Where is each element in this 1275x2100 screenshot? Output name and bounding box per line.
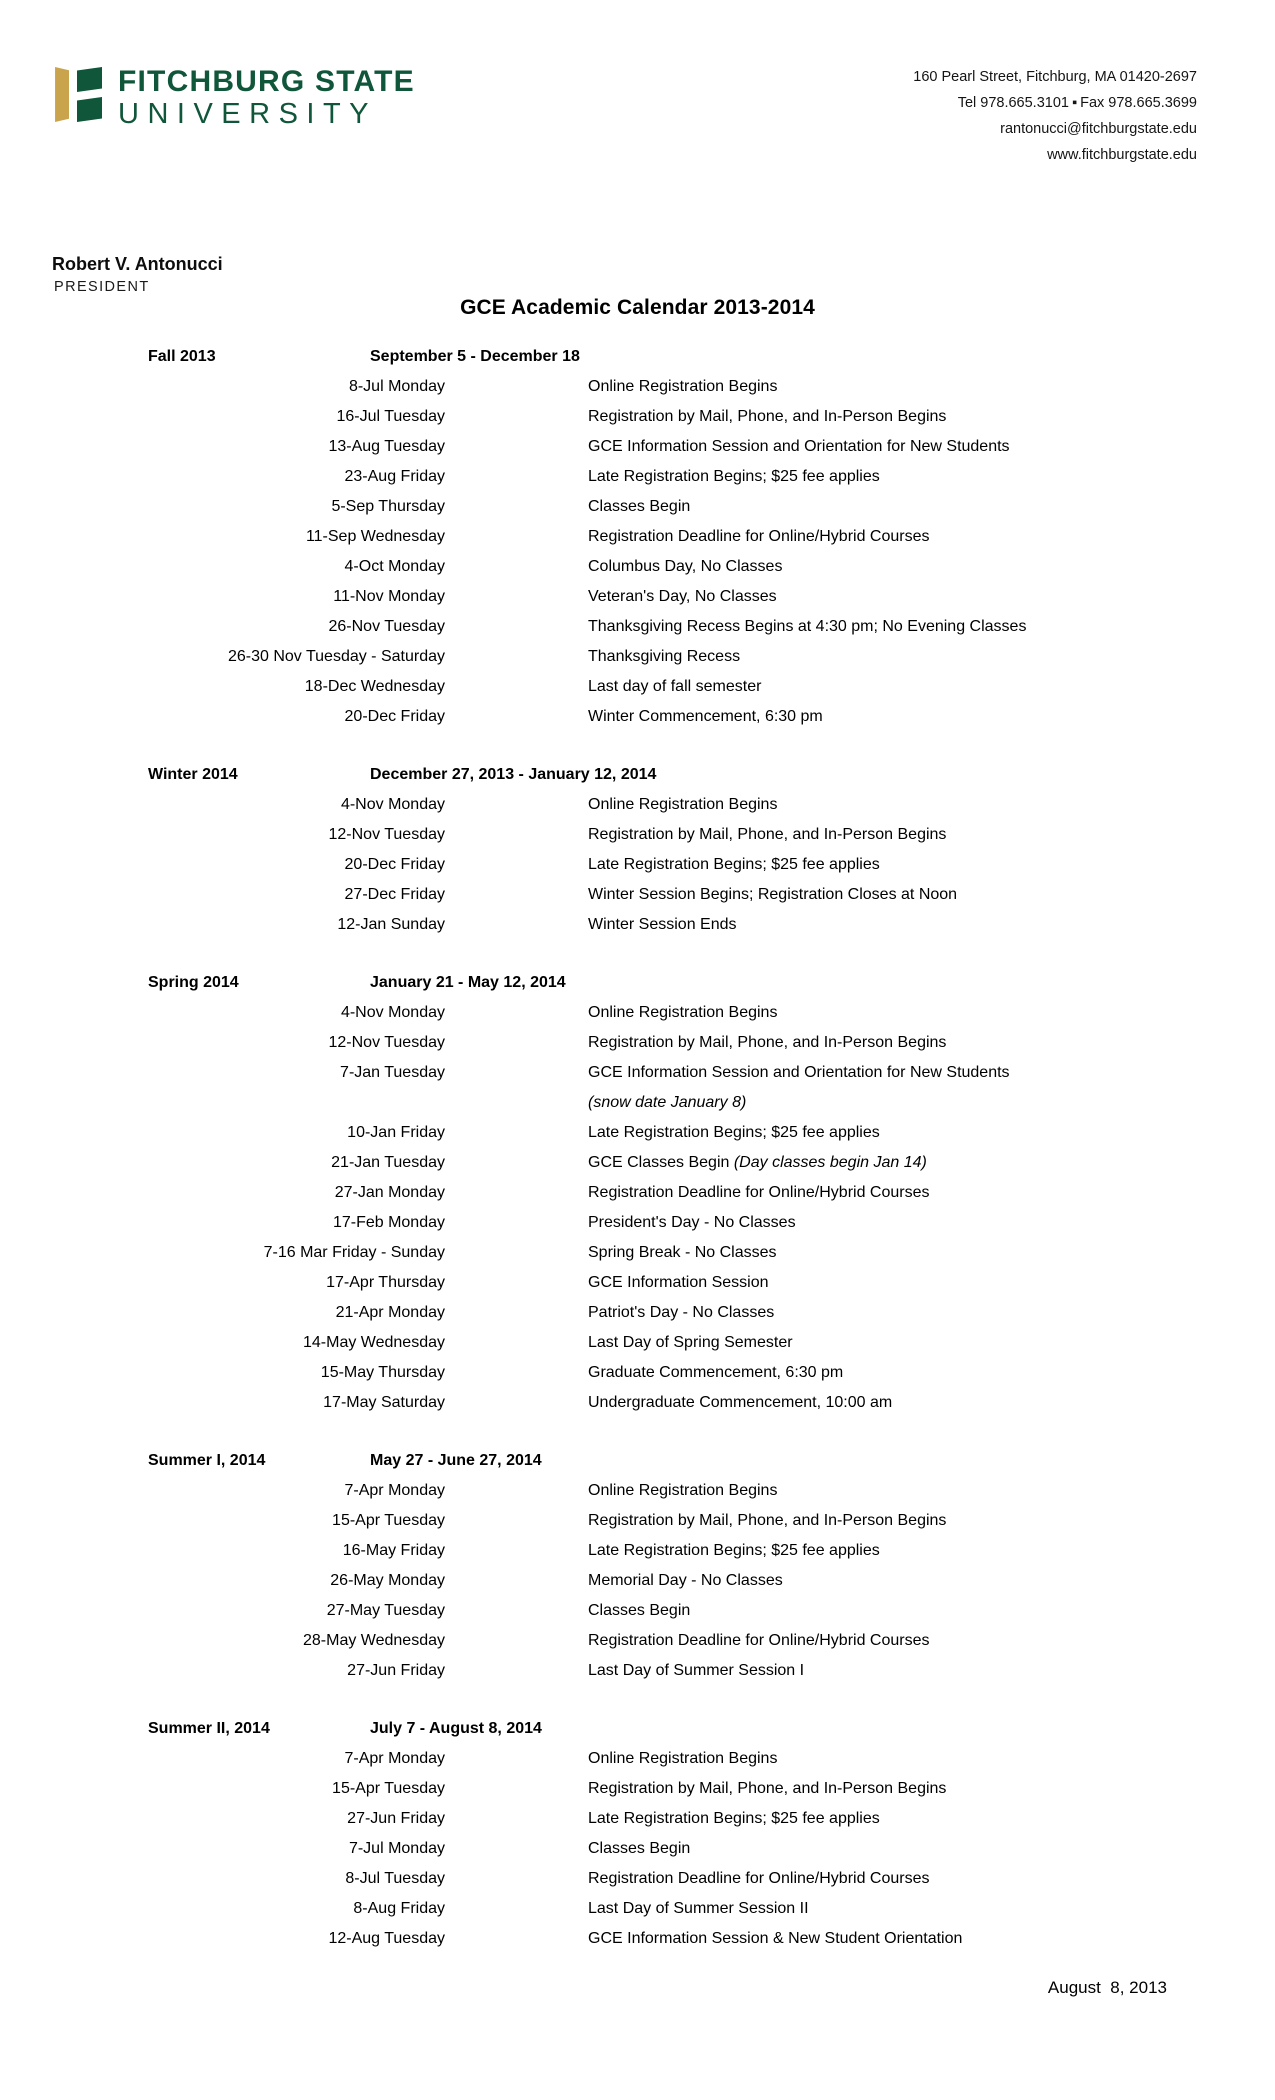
calendar-row-description — [588, 378, 777, 396]
calendar-row — [0, 378, 1275, 408]
calendar-row-description-text: Veteran's Day, No Classes — [588, 588, 777, 605]
calendar-row-description-text: Thanksgiving Recess Begins at 4:30 pm; No Evening Classes — [588, 618, 1027, 635]
calendar-row — [0, 1154, 1275, 1184]
calendar-row — [0, 1334, 1275, 1364]
calendar-row — [0, 1034, 1275, 1064]
calendar-row-description — [588, 1154, 927, 1172]
calendar-row-description — [588, 708, 823, 726]
calendar-row — [0, 1602, 1275, 1632]
calendar-row-description-text: Online Registration Begins — [588, 1750, 778, 1767]
calendar-row-description-text: Patriot's Day - No Classes — [588, 1304, 775, 1321]
calendar-row-description-text: GCE Classes Begin — [588, 1154, 734, 1171]
calendar-row-date: 27-Dec Friday — [344, 886, 445, 903]
president-title: PRESIDENT — [54, 278, 150, 295]
calendar-row — [0, 856, 1275, 886]
calendar-row-date: 10-Jan Friday — [347, 1124, 445, 1141]
calendar-row-description-text: GCE Information Session and Orientation for New Students — [588, 438, 1010, 455]
calendar-row-description-text: Registration by Mail, Phone, and In-Person Begins — [588, 1512, 947, 1529]
contact-info — [913, 64, 1197, 168]
calendar-row-date: 18-Dec Wednesday — [304, 678, 445, 695]
calendar-row-description — [588, 408, 946, 426]
calendar-row-date: 12-Jan Sunday — [337, 916, 445, 933]
calendar-row — [0, 1244, 1275, 1274]
calendar-row — [0, 1572, 1275, 1602]
calendar-row-date: 26-May Monday — [330, 1572, 445, 1589]
calendar-season-section — [0, 1452, 1275, 1692]
calendar-row-description — [588, 1870, 930, 1888]
calendar-row-description — [588, 1900, 809, 1918]
calendar-row-date: 20-Dec Friday — [344, 856, 445, 873]
calendar-row-description — [588, 1482, 777, 1500]
season-name: Fall 2013 — [148, 348, 216, 365]
calendar-row-description — [588, 1780, 946, 1798]
calendar-row-description-text: Registration Deadline for Online/Hybrid Courses — [588, 1632, 930, 1649]
calendar-row-note: (snow date January 8) — [588, 1094, 747, 1111]
calendar-row — [0, 1810, 1275, 1840]
calendar-row-description — [588, 886, 957, 904]
calendar-row-description-text: Registration Deadline for Online/Hybrid Courses — [588, 1184, 930, 1201]
calendar-row-description-italic: (Day classes begin Jan 14) — [733, 1154, 927, 1171]
calendar-row-date: 26-Nov Tuesday — [328, 618, 445, 635]
calendar-row — [0, 588, 1275, 618]
calendar-row-description-text: Online Registration Begins — [588, 796, 778, 813]
calendar-row — [0, 1304, 1275, 1334]
calendar-row-description — [588, 1214, 796, 1232]
calendar-row-description-text: Online Registration Begins — [588, 1482, 778, 1499]
calendar-row — [0, 468, 1275, 498]
calendar-row — [0, 1124, 1275, 1154]
logo-green-flag-top-shape — [77, 67, 102, 92]
calendar-row-date: 27-Jun Friday — [347, 1810, 445, 1827]
calendar-row-description-text: Registration by Mail, Phone, and In-Person Begins — [588, 1780, 947, 1797]
calendar-row — [0, 1662, 1275, 1692]
calendar-row — [0, 678, 1275, 708]
season-date-range: July 7 - August 8, 2014 — [370, 1720, 542, 1737]
calendar-row-description — [588, 916, 737, 934]
calendar-row — [0, 1214, 1275, 1244]
season-date-range: December 27, 2013 - January 12, 2014 — [370, 766, 657, 783]
calendar-row-description-text: Late Registration Begins; $25 fee applies — [588, 856, 880, 873]
contact-fax: Fax 978.665.3699 — [1080, 95, 1197, 111]
president-block — [52, 253, 223, 299]
calendar-row-description-text: Winter Session Ends — [588, 916, 737, 933]
season-name: Summer I, 2014 — [148, 1452, 266, 1469]
calendar-row — [0, 1184, 1275, 1214]
calendar-row — [0, 618, 1275, 648]
calendar-row-description — [588, 1602, 690, 1620]
calendar-row-description — [588, 438, 1010, 456]
calendar-row-description-text: Winter Commencement, 6:30 pm — [588, 708, 823, 725]
calendar-row-description-text: Registration by Mail, Phone, and In-Person Begins — [588, 826, 947, 843]
calendar-row-description — [588, 678, 761, 696]
calendar-row-description — [588, 1034, 946, 1052]
calendar-row-description-text: Columbus Day, No Classes — [588, 558, 783, 575]
contact-separator-icon: ▪ — [1071, 95, 1078, 111]
calendar-row — [0, 1394, 1275, 1424]
calendar-row-date: 5-Sep Thursday — [331, 498, 445, 515]
contact-phone-fax — [913, 90, 1197, 116]
calendar-season-section — [0, 974, 1275, 1424]
season-name: Spring 2014 — [148, 974, 239, 991]
calendar-row — [0, 438, 1275, 468]
calendar-row-date: 21-Apr Monday — [335, 1304, 445, 1321]
calendar-row — [0, 1004, 1275, 1034]
calendar-row — [0, 498, 1275, 528]
calendar-row — [0, 708, 1275, 738]
calendar-row-description — [588, 1184, 930, 1202]
calendar-row — [0, 886, 1275, 916]
calendar-row-description — [588, 558, 782, 576]
calendar-row-date: 16-May Friday — [342, 1542, 445, 1559]
university-name-line1: FITCHBURG STATE — [118, 65, 415, 98]
calendar-row-description — [588, 856, 880, 874]
calendar-row — [0, 1274, 1275, 1304]
calendar-row-description — [588, 1394, 892, 1412]
fitchburg-logo-mark-icon — [52, 66, 104, 122]
calendar-season-section — [0, 348, 1275, 738]
calendar-row-date: 26-30 Nov Tuesday - Saturday — [227, 648, 445, 665]
calendar-row — [0, 558, 1275, 588]
letterhead — [0, 58, 1275, 295]
season-header — [0, 974, 1275, 1004]
calendar-row — [0, 826, 1275, 856]
calendar-row-date: 4-Nov Monday — [340, 796, 445, 813]
calendar-row-date: 12-Nov Tuesday — [328, 826, 445, 843]
calendar-row-date: 28-May Wednesday — [303, 1632, 445, 1649]
calendar-row-description — [588, 618, 1026, 636]
calendar-row-description-text: GCE Information Session — [588, 1274, 769, 1291]
calendar-row-description — [588, 1304, 774, 1322]
season-header — [0, 348, 1275, 378]
calendar-row-date: 7-Jan Tuesday — [340, 1064, 445, 1081]
calendar-row-date: 21-Jan Tuesday — [331, 1154, 445, 1171]
season-name: Summer II, 2014 — [148, 1720, 270, 1737]
calendar-row-note-line — [0, 1094, 1275, 1124]
calendar-row-description-text: Classes Begin — [588, 498, 691, 515]
calendar-row-description-text: Registration by Mail, Phone, and In-Person Begins — [588, 408, 947, 425]
calendar-row-date: 17-May Saturday — [323, 1394, 445, 1411]
calendar-row-description — [588, 796, 777, 814]
calendar-row-date: 15-May Thursday — [320, 1364, 445, 1381]
season-header — [0, 1720, 1275, 1750]
calendar-row-date: 15-Apr Tuesday — [332, 1512, 445, 1529]
calendar-row — [0, 1750, 1275, 1780]
contact-website[interactable]: www.fitchburgstate.edu — [1047, 147, 1197, 163]
calendar-row-description — [588, 1244, 777, 1262]
calendar-row-date: 7-16 Mar Friday - Sunday — [263, 1244, 445, 1261]
season-header — [0, 766, 1275, 796]
calendar-row-date: 27-Jan Monday — [334, 1184, 445, 1201]
calendar-row-description — [588, 1274, 769, 1292]
calendar-row-description — [588, 1810, 880, 1828]
calendar-row — [0, 1542, 1275, 1572]
calendar-row-description-text: Graduate Commencement, 6:30 pm — [588, 1364, 844, 1381]
calendar-row-description — [588, 1840, 690, 1858]
calendar-row-date: 8-Jul Tuesday — [345, 1870, 445, 1887]
contact-tel: Tel 978.665.3101 — [957, 95, 1069, 111]
calendar-row-date: 12-Nov Tuesday — [328, 1034, 445, 1051]
university-logo — [52, 64, 415, 131]
calendar-row-description-text: Last Day of Summer Session I — [588, 1662, 805, 1679]
calendar-row-description — [588, 826, 946, 844]
calendar-row-date: 8-Jul Monday — [348, 378, 445, 395]
calendar-row — [0, 408, 1275, 438]
calendar-row-description — [588, 528, 930, 546]
calendar-row — [0, 1900, 1275, 1930]
calendar-row-description — [588, 1334, 793, 1352]
calendar-row-description-text: Registration by Mail, Phone, and In-Person Begins — [588, 1034, 947, 1051]
academic-calendar — [0, 348, 1275, 1988]
calendar-row-date: 14-May Wednesday — [303, 1334, 445, 1351]
calendar-row-description — [588, 1632, 930, 1650]
calendar-row-description-text: Classes Begin — [588, 1602, 691, 1619]
calendar-row-description-text: Last Day of Spring Semester — [588, 1334, 793, 1351]
calendar-row — [0, 1930, 1275, 1960]
season-date-range: September 5 - December 18 — [370, 348, 580, 365]
calendar-row-description — [588, 1512, 946, 1530]
calendar-row-description — [588, 1364, 843, 1382]
calendar-row-description-text: Last day of fall semester — [588, 678, 762, 695]
calendar-row-date: 23-Aug Friday — [344, 468, 445, 485]
calendar-row — [0, 1870, 1275, 1900]
calendar-row — [0, 1840, 1275, 1870]
logo-gold-bar-shape — [52, 67, 69, 122]
calendar-row-description-text: Online Registration Begins — [588, 378, 778, 395]
calendar-row-date: 7-Apr Monday — [344, 1482, 445, 1499]
calendar-row-description — [588, 1064, 1010, 1082]
calendar-row-description — [588, 588, 777, 606]
season-name: Winter 2014 — [148, 766, 238, 783]
calendar-row-description — [588, 498, 690, 516]
calendar-row — [0, 1482, 1275, 1512]
calendar-row-date: 16-Jul Tuesday — [336, 408, 445, 425]
calendar-row — [0, 528, 1275, 558]
calendar-row-date: 4-Nov Monday — [340, 1004, 445, 1021]
calendar-row-description — [588, 1662, 804, 1680]
calendar-row-date: 8-Aug Friday — [353, 1900, 445, 1917]
calendar-row — [0, 1780, 1275, 1810]
calendar-season-section — [0, 766, 1275, 946]
calendar-row-date: 11-Nov Monday — [333, 588, 445, 605]
calendar-row-description — [588, 468, 880, 486]
university-logo-text — [118, 64, 415, 131]
calendar-row-description — [588, 1572, 783, 1590]
contact-address: 160 Pearl Street, Fitchburg, MA 01420-2697 — [913, 69, 1197, 85]
calendar-row — [0, 1064, 1275, 1094]
calendar-row-description-text: Registration Deadline for Online/Hybrid Courses — [588, 528, 930, 545]
calendar-row-date: 27-Jun Friday — [347, 1662, 445, 1679]
calendar-row-description-text: President's Day - No Classes — [588, 1214, 796, 1231]
calendar-row-description-text: GCE Information Session & New Student Orientation — [588, 1930, 963, 1947]
calendar-row — [0, 648, 1275, 678]
calendar-row — [0, 1512, 1275, 1542]
calendar-row-description-text: Last Day of Summer Session II — [588, 1900, 809, 1917]
document-revision-date: August 8, 2013 — [1047, 1978, 1167, 1997]
calendar-row-description-text: Winter Session Begins; Registration Closes at Noon — [588, 886, 958, 903]
season-header — [0, 1452, 1275, 1482]
logo-green-flag-bottom-shape — [77, 97, 102, 122]
calendar-row-date: 27-May Tuesday — [326, 1602, 445, 1619]
calendar-row-date: 7-Apr Monday — [344, 1750, 445, 1767]
calendar-row-description — [588, 1930, 962, 1948]
season-date-range: May 27 - June 27, 2014 — [370, 1452, 542, 1469]
calendar-row — [0, 1632, 1275, 1662]
calendar-row-date: 15-Apr Tuesday — [332, 1780, 445, 1797]
calendar-row-date: 17-Feb Monday — [332, 1214, 445, 1231]
page-title: GCE Academic Calendar 2013-2014 — [460, 296, 815, 319]
calendar-row-description — [588, 1004, 777, 1022]
calendar-row-description-text: Online Registration Begins — [588, 1004, 778, 1021]
calendar-row-date: 4-Oct Monday — [344, 558, 445, 575]
calendar-row-description-text: Late Registration Begins; $25 fee applies — [588, 468, 880, 485]
calendar-row-description-text: Thanksgiving Recess — [588, 648, 741, 665]
calendar-row-description-text: Memorial Day - No Classes — [588, 1572, 783, 1589]
contact-email[interactable]: rantonucci@fitchburgstate.edu — [1000, 121, 1197, 137]
calendar-season-section — [0, 1720, 1275, 1960]
calendar-row — [0, 916, 1275, 946]
calendar-row-date: 13-Aug Tuesday — [328, 438, 445, 455]
calendar-row-description-text: Classes Begin — [588, 1840, 691, 1857]
calendar-row-description — [588, 648, 740, 666]
calendar-row-description-text: Late Registration Begins; $25 fee applies — [588, 1542, 880, 1559]
calendar-row-date: 11-Sep Wednesday — [305, 528, 445, 545]
calendar-row-description — [588, 1750, 777, 1768]
calendar-row — [0, 796, 1275, 826]
calendar-row-date: 20-Dec Friday — [344, 708, 445, 725]
calendar-row-description-text: Late Registration Begins; $25 fee applies — [588, 1810, 880, 1827]
calendar-row-date: 12-Aug Tuesday — [328, 1930, 445, 1947]
calendar-row-date: 17-Apr Thursday — [326, 1274, 445, 1291]
calendar-row-description-text: Spring Break - No Classes — [588, 1244, 777, 1261]
calendar-row-date: 7-Jul Monday — [348, 1840, 445, 1857]
calendar-row-description-text: GCE Information Session and Orientation for New Students — [588, 1064, 1010, 1081]
calendar-row-description-text: Registration Deadline for Online/Hybrid Courses — [588, 1870, 930, 1887]
university-name-line2: UNIVERSITY — [118, 97, 378, 130]
calendar-row-description-text: Undergraduate Commencement, 10:00 am — [588, 1394, 893, 1411]
calendar-row-description — [588, 1542, 880, 1560]
calendar-row — [0, 1364, 1275, 1394]
calendar-row-description — [588, 1124, 880, 1142]
calendar-row-description-text: Late Registration Begins; $25 fee applies — [588, 1124, 880, 1141]
season-date-range: January 21 - May 12, 2014 — [370, 974, 566, 991]
president-name: Robert V. Antonucci — [52, 254, 223, 274]
